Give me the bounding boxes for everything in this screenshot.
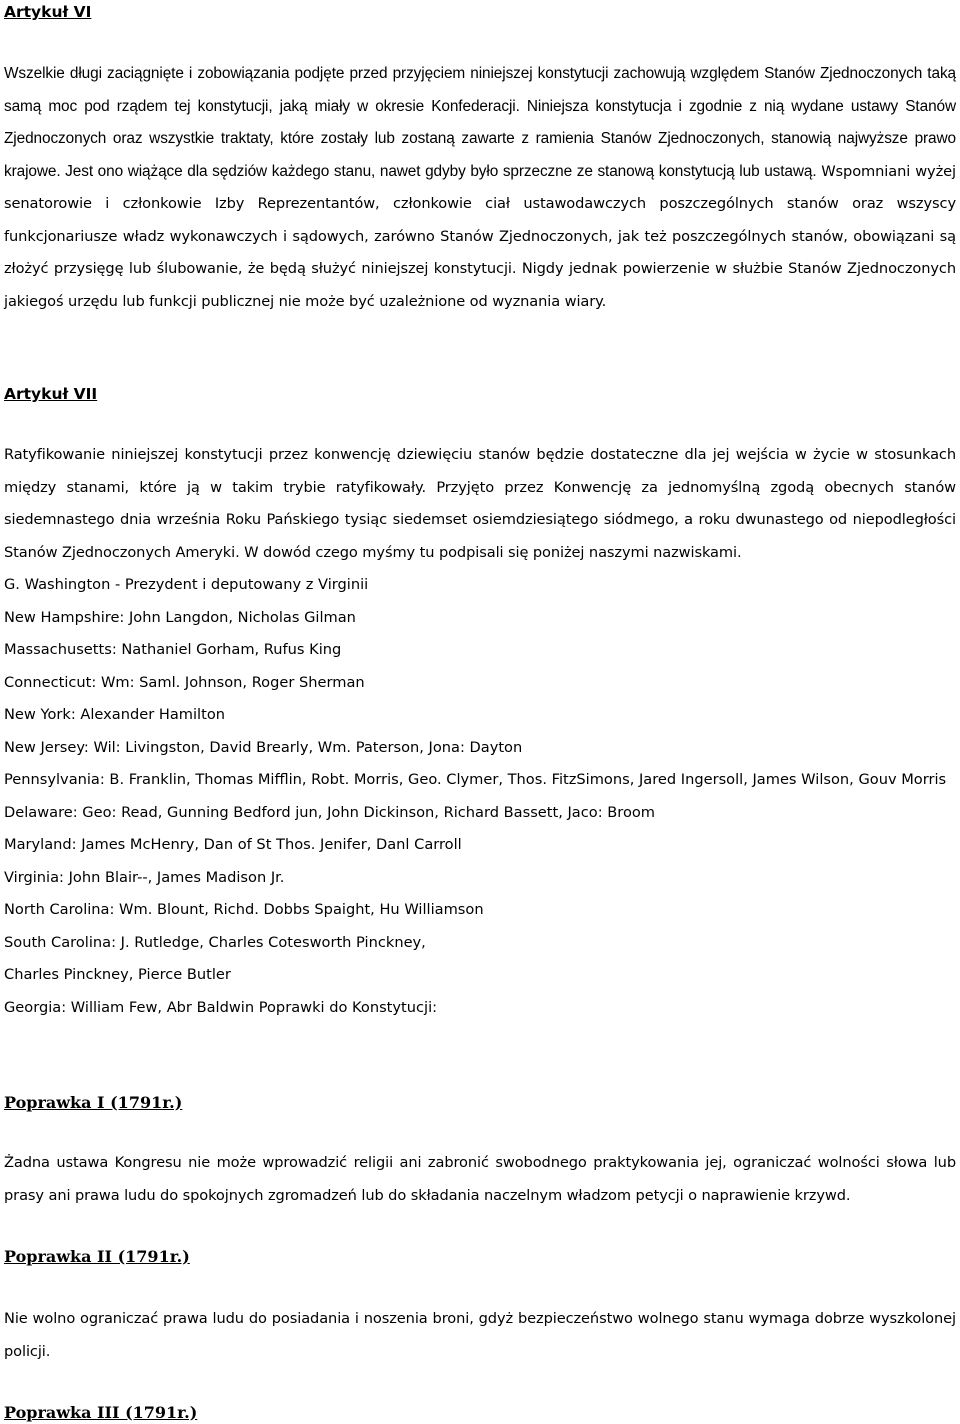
signatory-line: New Hampshire: John Langdon, Nicholas Gilman — [4, 608, 356, 626]
signatory-line: Charles Pinckney, Pierce Butler — [4, 966, 231, 983]
article-7-text: Ratyfikowanie niniejszej konstytucji przez konwencję dziewięciu stanów będzie dostateczne dla jej wejścia w życie w stosunkach między stanami, które ją w takim trybie ratyfikowały. Przyjęto przez Konwencję za jednomyślną zgodą obecnych stanów siedemnastego dnia września Roku Pańskiego tysiąc siedemset osiemdziesiątego siódmego, a roku dwunastego od niepodległości Stanów Zjednoczonych Ameryki. W dowód czego myśmy tu podpisali się poniżej naszymi nazwiskami. — [4, 446, 956, 561]
signatory-line: Delaware: Geo: Read, Gunning Bedford jun, John Dickinson, Richard Bassett, Jaco: Broom — [4, 803, 656, 821]
signatory-line: South Carolina: J. Rutledge, Charles Cotesworth Pinckney, — [4, 933, 426, 951]
signatory-line: Pennsylvania: B. Franklin, Thomas Mifflin, Robt. Morris, Geo. Clymer, Thos. FitzSimons, Jared Ingersoll, James Wilson, Gouv Morris — [4, 771, 947, 788]
article-6-text — [4, 58, 956, 318]
article-6-text-b: Wspomniani wyżej senatorowie i członkowie Izby Reprezentantów, członkowie ciał ustawodawczych poszczególnych stanów oraz wszyscy funkcjonariusze władz wykonawczych i sądowych, zarówno Stanów Zjednoczonych, jak też poszczególnych stanów, obowiązani są złożyć przysięgę lub ślubowanie, że będą służyć niniejszej konstytucji. Nigdy jednak powierzenie w służbie Stanów Zjednoczonych jakiegoś urzędu lub funkcji publicznej nie może być uzależnione od wyznania wiary. — [4, 162, 956, 310]
article-6-heading: Artykuł VI — [4, 3, 92, 21]
signatory-line: North Carolina: Wm. Blount, Richd. Dobbs Spaight, Hu Williamson — [4, 901, 484, 918]
signatory-line: Virginia: John Blair--, James Madison Jr. — [4, 868, 285, 886]
signatory-line: Maryland: James McHenry, Dan of St Thos. Jenifer, Danl Carroll — [4, 836, 462, 853]
amendment-2-heading: Poprawka II (1791r.) — [4, 1247, 190, 1266]
signatory-line: New York: Alexander Hamilton — [4, 706, 225, 723]
signatory-line: New Jersey: Wil: Livingston, David Brearly, Wm. Paterson, Jona: Dayton — [4, 738, 523, 756]
amendment-1-text: Żadna ustawa Kongresu nie może wprowadzić religii ani zabronić swobodnego praktykowania jej, ograniczać wolności słowa lub prasy ani prawa ludu do spokojnych zgromadzeń lub do składania naczelnym władzom petycji o naprawienie krzywd. — [4, 1154, 956, 1204]
signatory-line: Georgia: William Few, Abr Baldwin Poprawki do Konstytucji: — [4, 998, 438, 1016]
article-7-heading: Artykuł VII — [4, 385, 98, 403]
signatory-line: Massachusetts: Nathaniel Gorham, Rufus King — [4, 641, 342, 658]
amendment-2-text: Nie wolno ograniczać prawa ludu do posiadania i noszenia broni, gdyż bezpieczeństwo wolnego stanu wymaga dobrze wyszkolonej policji. — [4, 1310, 956, 1360]
amendment-1-heading: Poprawka I (1791r.) — [4, 1093, 183, 1112]
signatory-line: G. Washington - Prezydent i deputowany z Virginii — [4, 576, 369, 593]
signatories-list — [4, 569, 956, 1024]
amendment-3-heading: Poprawka III (1791r.) — [4, 1403, 198, 1422]
signatory-line: Connecticut: Wm: Saml. Johnson, Roger Sherman — [4, 673, 365, 691]
article-6-text-a: Wszelkie długi zaciągnięte i zobowiązania podjęte przed przyjęciem niniejszej konstytucji zachowują względem Stanów Zjednoczonych taką samą moc pod rządem tej konstytucji, jaką miały w okresie Konfederacji. Niniejsza konstytucja i zgodnie z nią wydane ustawy Stanów Zjednoczonych oraz wszystkie traktaty, które zostały lub zostaną zawarte z ramienia Stanów Zjednoczonych, stanowią najwyższe prawo krajowe. Jest ono wiążące dla sędziów każdego stanu, nawet gdyby było sprzeczne ze stanową konstytucją lub ustawą. — [4, 65, 956, 180]
